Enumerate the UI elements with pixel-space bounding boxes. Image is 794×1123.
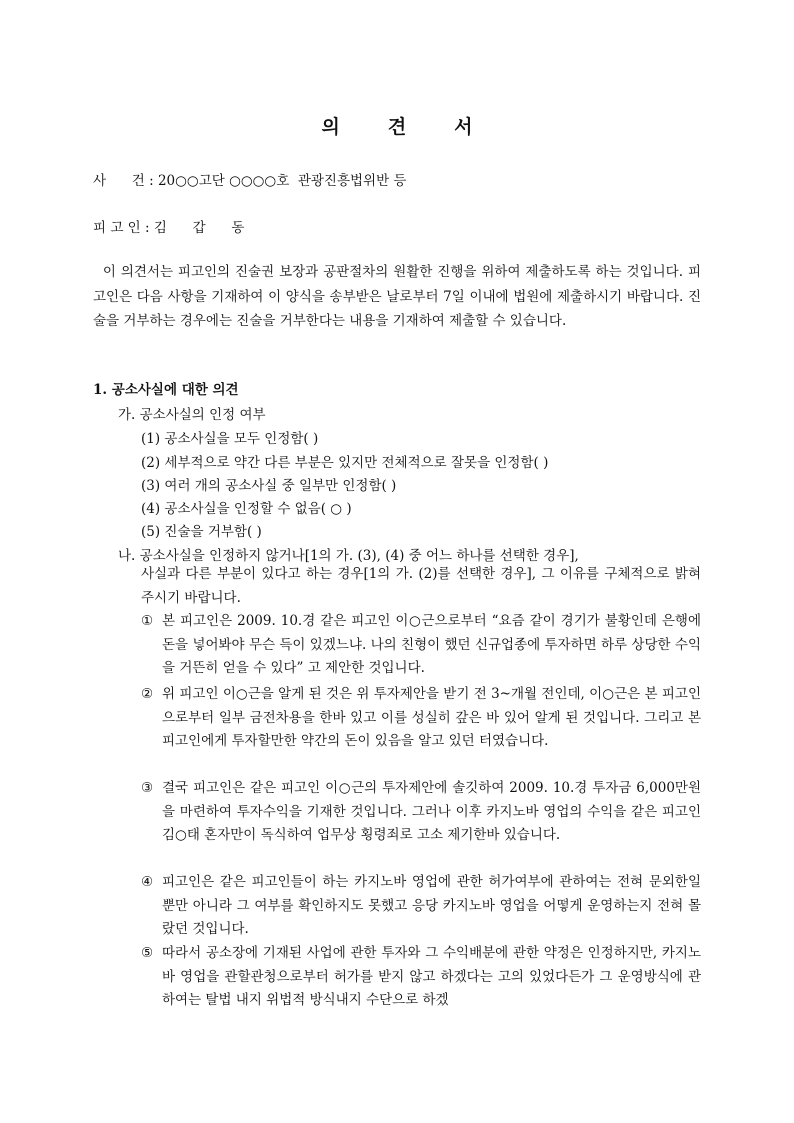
- reason-item-2: [141, 683, 701, 754]
- intro-paragraph: [93, 260, 701, 334]
- case-label: 사 건 :: [93, 173, 158, 189]
- subsection-ga: 가. 공소사실의 인정 여부: [118, 407, 266, 423]
- item-number: ④: [141, 874, 154, 890]
- reason-item-3: [141, 777, 701, 848]
- item-number: ①: [141, 613, 154, 629]
- title-char-3: 서: [454, 116, 473, 138]
- reason-item-5: [141, 942, 701, 1013]
- document-title: [0, 112, 794, 139]
- defendant-value: 김 갑 동: [153, 220, 245, 236]
- case-value: 20○○고단 ○○○○호 관광진흥법위반 등: [157, 173, 407, 189]
- case-line: [93, 169, 406, 189]
- item-text: 위 피고인 이○근을 알게 된 것은 위 투자제안을 받기 전 3~개월 전인데, 이○근은 본 피고인으로부터 일부 금전차용을 한바 있고 이를 성실히 갚은 바 있어 알게 된 것입니다. 그리고 본 피고인에게 투자할만한 약간의 돈이 있음을 알고 있던 터였습니다.: [162, 686, 701, 750]
- intro-text: 이 의견서는 피고인의 진술권 보장과 공판절차의 원활한 진행을 위하여 제출하도록 하는 것입니다. 피고인은 다음 사항을 기재하여 이 양식을 송부받은 날로부터 7일 이내에 법원에 제출하시기 바랍니다. 진술을 거부하는 경우에는 진술을 거부한다는 내용을 기재하여 제출할 수 있습니다.: [93, 264, 701, 329]
- subsection-na-continued: 사실과 다른 부분이 있다고 하는 경우[1의 가. (2)를 선택한 경우], 그 이유를 구체적으로 밝혀 주시기 바랍니다.: [141, 566, 701, 606]
- defendant-label: 피 고 인 :: [93, 220, 154, 236]
- item-text: 결국 피고인은 같은 피고인 이○근의 투자제안에 솔깃하여 2009. 10.경 투자금 6,000만원을 마련하여 투자수익을 기재한 것입니다. 그러나 이후 카지노바 영업의 수익을 같은 피고인 김○태 혼자만이 독식하여 업무상 횡령죄로 고소 제기한바 있습니다.: [162, 780, 701, 844]
- option-2: (2) 세부적으로 약간 다른 부분은 있지만 전체적으로 잘못을 인정함( ): [141, 455, 549, 471]
- reason-item-4: [141, 871, 701, 942]
- item-text: 본 피고인은 2009. 10.경 같은 피고인 이○근으로부터 “요즘 같이 경기가 불황인데 은행에 돈을 넣어봐야 무슨 득이 있겠느냐. 나의 친형이 했던 신규업종에 투자하면 하루 상당한 수익을 거뜬히 얻을 수 있다” 고 제안한 것입니다.: [162, 613, 701, 677]
- subsection-na: 나. 공소사실을 인정하지 않거나[1의 가. (3), (4) 중 어느 하나를 선택한 경우],: [118, 548, 579, 564]
- item-number: ③: [141, 780, 154, 796]
- option-3: (3) 여러 개의 공소사실 중 일부만 인정함( ): [141, 478, 397, 494]
- title-char-2: 견: [387, 116, 407, 138]
- item-text: 따라서 공소장에 기재된 사업에 관한 투자와 그 수익배분에 관한 약정은 인정하지만, 카지노바 영업을 관할관청으로부터 허가를 받지 않고 하겠다는 고의 있었다든가 그 운영방식에 관하여는 탈법 내지 위법적 방식내지 수단으로 하겠: [162, 945, 701, 1009]
- option-5: (5) 진술을 거부함( ): [141, 524, 262, 540]
- title-char-1: 의: [321, 116, 340, 138]
- defendant-line: [93, 216, 244, 236]
- reason-item-1: [141, 610, 701, 681]
- section1-heading: 1. 공소사실에 대한 의견: [93, 382, 239, 398]
- item-number: ⑤: [141, 945, 154, 961]
- item-text: 피고인은 같은 피고인들이 하는 카지노바 영업에 관한 허가여부에 관하여는 전혀 문외한일 뿐만 아니라 그 여부를 확인하지도 못했고 응당 카지노바 영업을 어떻게 운영하는지 전혀 몰랐던 것입니다.: [162, 874, 701, 938]
- option-4: (4) 공소사실을 인정할 수 없음( ○ ): [141, 501, 352, 517]
- option-1: (1) 공소사실을 모두 인정함( ): [141, 431, 319, 447]
- item-number: ②: [141, 686, 154, 702]
